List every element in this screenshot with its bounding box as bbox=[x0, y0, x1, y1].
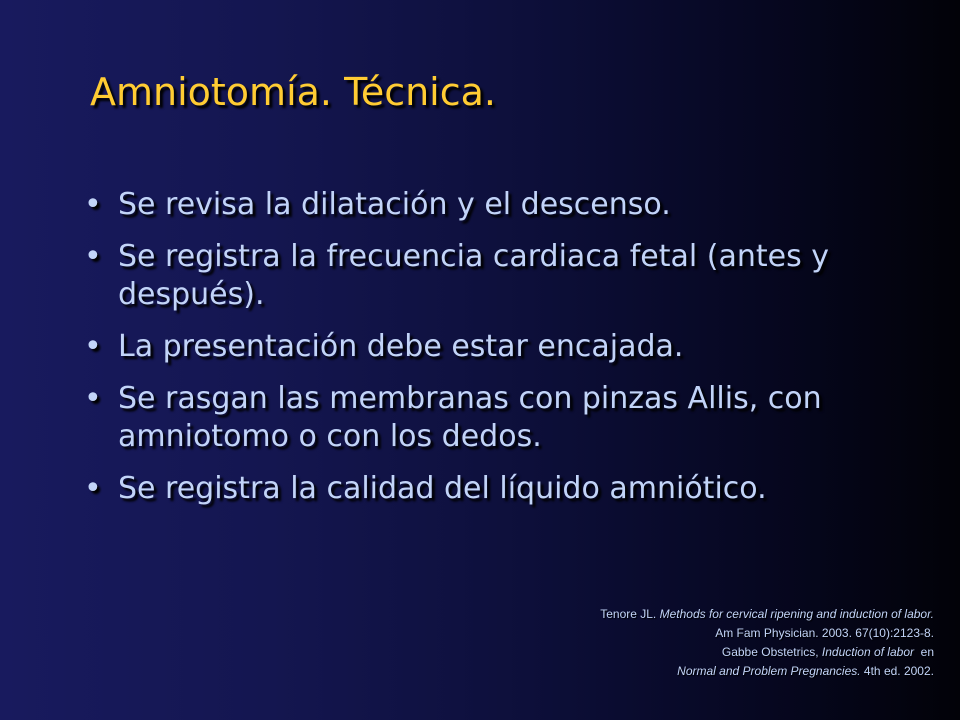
bullet-text: Se registra la calidad del líquido amniótico. bbox=[118, 471, 767, 506]
bullet-dot-icon: • bbox=[84, 187, 102, 222]
reference-book-title: Normal and Problem Pregnancies. bbox=[677, 664, 861, 678]
bullet-dot-icon: • bbox=[84, 329, 102, 364]
reference-article-title: Methods for cervical ripening and induction of labor. bbox=[659, 607, 934, 621]
bullet-item bbox=[84, 328, 904, 366]
bullet-dot-icon: • bbox=[84, 239, 102, 274]
reference-book: Gabbe Obstetrics, bbox=[721, 645, 822, 659]
bullet-text: Se revisa la dilatación y el descenso. bbox=[118, 187, 671, 222]
bullet-text: Se registra la frecuencia cardiaca fetal (antes y después). bbox=[118, 239, 830, 312]
bullet-text: La presentación debe estar encajada. bbox=[118, 329, 684, 364]
bullet-item bbox=[84, 470, 904, 508]
reference-connector: en bbox=[913, 645, 934, 659]
bullet-list bbox=[84, 186, 904, 522]
bullet-item bbox=[84, 380, 904, 456]
bullet-text: Se rasgan las membranas con pinzas Allis, con amniotomo o con los dedos. bbox=[118, 381, 822, 454]
slide-title: Amniotomía. Técnica. bbox=[90, 70, 496, 114]
reference-line-3 bbox=[514, 643, 934, 662]
bullet-dot-icon: • bbox=[84, 381, 102, 416]
reference-line-1 bbox=[514, 605, 934, 624]
reference-line-2: Am Fam Physician. 2003. 67(10):2123-8. bbox=[715, 626, 934, 640]
reference-author: Tenore JL. bbox=[600, 607, 660, 621]
bullet-item bbox=[84, 238, 904, 314]
reference-edition: 4th ed. 2002. bbox=[860, 664, 934, 678]
bullet-item bbox=[84, 186, 904, 224]
references bbox=[514, 605, 934, 681]
reference-line-4 bbox=[514, 662, 934, 681]
reference-chapter: Induction of labor bbox=[821, 645, 914, 659]
bullet-dot-icon: • bbox=[84, 471, 102, 506]
